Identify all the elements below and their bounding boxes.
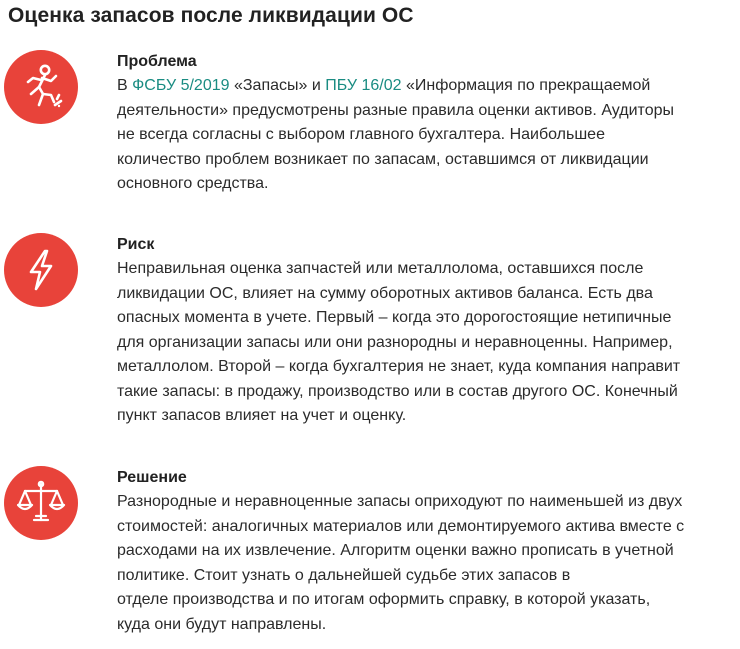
text-line [117, 74, 717, 99]
text-segment: ликвидации ОС, влияет на сумму оборотных активов баланса. Есть два [117, 284, 653, 302]
text-line [117, 490, 717, 515]
text-segment: количество проблем возникает по запасам, оставшимся от ликвидации [117, 150, 649, 168]
text-line [117, 564, 717, 589]
text-segment: деятельности» предусмотрены разные правила оценки активов. Аудиторы [117, 101, 674, 119]
section-heading: Решение [117, 469, 187, 486]
text-segment: основного средства. [117, 175, 269, 192]
text-line [117, 404, 717, 429]
text-line [117, 99, 717, 124]
text-line [117, 306, 717, 331]
text-line [117, 515, 717, 540]
text-segment: расходами на их извлечение. Алгоритм оценки важно прописать в учетной [117, 542, 674, 559]
scales-icon [4, 466, 78, 540]
text-line [117, 148, 717, 173]
text-segment: отделе производства и по итогам оформить справку, в которой указать, [117, 591, 651, 608]
text-line [117, 282, 717, 307]
text-segment: для организации запасы или они разнородны и неравноценны. Например, [117, 333, 673, 351]
section-heading: Проблема [117, 53, 197, 70]
text-segment: опасных момента в учете. Первый – когда это дорогостоящие нетипичные [117, 309, 672, 326]
document-link[interactable]: ПБУ 16/02 [325, 77, 402, 94]
text-segment: «Запасы» и [229, 77, 326, 94]
section-text [117, 257, 717, 429]
section-content [117, 466, 717, 637]
text-line [117, 539, 717, 564]
section-content [117, 233, 717, 429]
text-line [117, 331, 717, 356]
page-title: Оценка запасов после ликвидации ОС [8, 4, 414, 27]
section-heading: Риск [117, 236, 155, 253]
text-segment: стоимостей: аналогичных материалов или демонтируемого актива вместе с [117, 517, 685, 535]
text-line [117, 613, 717, 638]
section-text [117, 74, 717, 197]
text-line [117, 172, 717, 197]
section-text [117, 490, 717, 637]
text-line [117, 588, 717, 613]
text-segment: Разнородные и неравноценные запасы оприходуют по наименьшей из двух [117, 493, 683, 510]
text-segment: куда они будут направлены. [117, 615, 327, 633]
text-segment: металлолом. Второй – когда бухгалтерия не знает, куда компания направит [117, 358, 681, 375]
falling-person-icon [4, 50, 78, 124]
text-segment: пункт запасов влияет на учет и оценку. [117, 407, 407, 424]
text-segment: В [117, 77, 133, 94]
document-link[interactable]: ФСБУ 5/2019 [132, 77, 230, 94]
text-line [117, 380, 717, 405]
text-line [117, 355, 717, 380]
section-content [117, 50, 717, 197]
text-segment: не всегда согласны с выбором главного бухгалтера. Наибольшее [117, 126, 605, 143]
text-segment: политике. Стоит узнать о дальнейшей судьбе этих запасов в [117, 566, 571, 584]
text-segment: «Информация по прекращаемой [401, 77, 651, 94]
lightning-icon [4, 233, 78, 307]
text-segment: такие запасы: в продажу, производство или в состав другого ОС. Конечный [117, 382, 678, 400]
text-line [117, 257, 717, 282]
text-segment: Неправильная оценка запчастей или металлолома, оставшихся после [117, 260, 644, 277]
text-line [117, 123, 717, 148]
